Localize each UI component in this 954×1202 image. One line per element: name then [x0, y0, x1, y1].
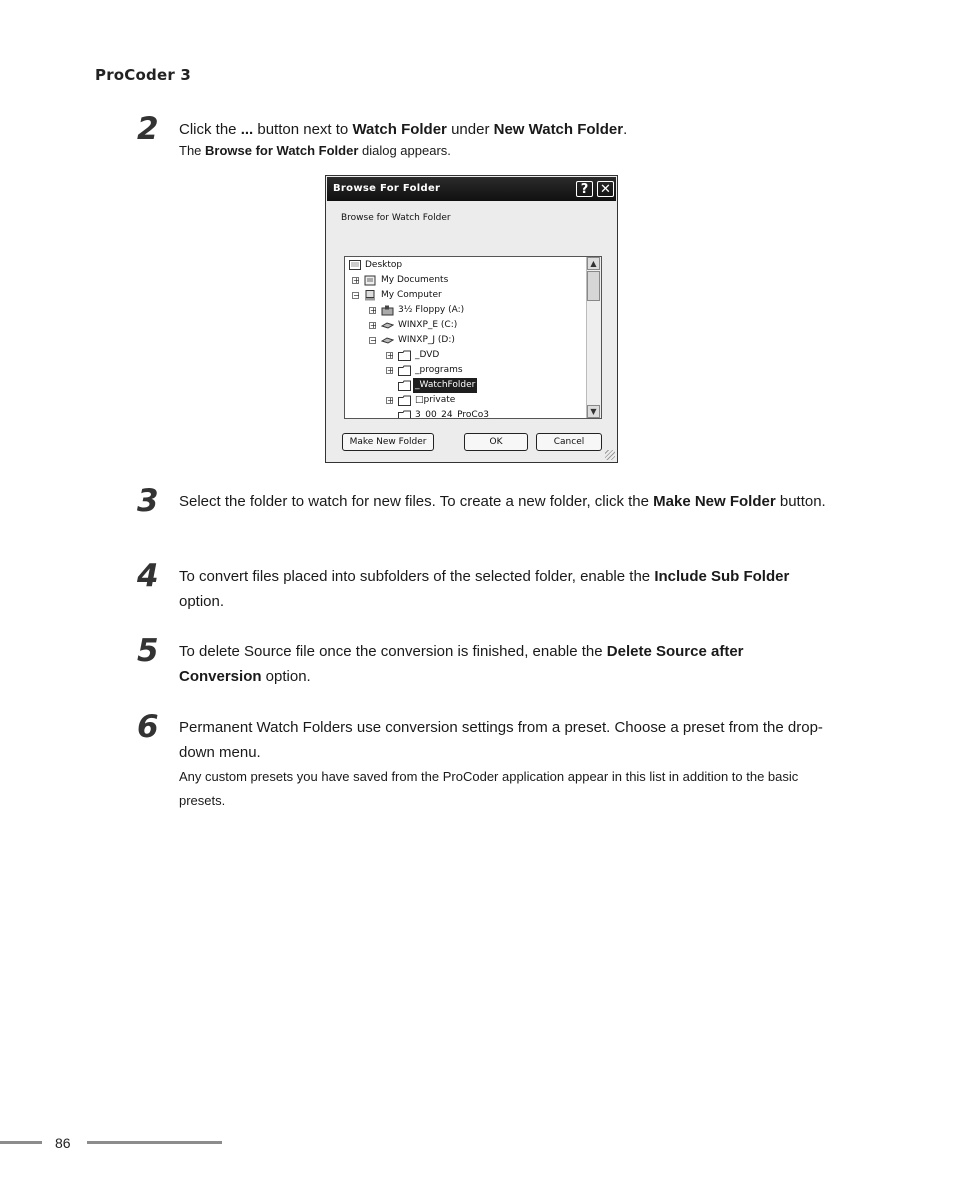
tree-item-my-documents[interactable]	[347, 273, 583, 288]
tree-label: Desktop	[365, 260, 403, 270]
step-2-t1: Click the	[179, 121, 241, 138]
hard-drive-icon	[381, 320, 394, 331]
step-number-2: 2	[137, 111, 159, 147]
step-5-text	[179, 639, 829, 689]
folder-icon	[398, 395, 411, 406]
step-2-b3: New Watch Folder	[493, 121, 624, 138]
desktop-icon	[349, 260, 362, 271]
help-button[interactable]: ?	[576, 181, 593, 197]
step-2-b1: ...	[240, 121, 254, 138]
tree-label: My Computer	[381, 290, 442, 300]
tree-item-my-computer[interactable]	[347, 288, 583, 303]
step-3-b1: Make New Folder	[653, 493, 776, 510]
expand-icon[interactable]: +	[370, 321, 377, 330]
step-2-b2: Watch Folder	[352, 121, 447, 138]
expand-icon[interactable]: +	[387, 396, 394, 405]
step-4-text	[179, 564, 829, 614]
ok-button[interactable]: OK	[464, 433, 528, 451]
folder-icon	[398, 410, 411, 419]
step-2-t4: .	[623, 121, 628, 138]
dialog-titlebar[interactable]	[327, 177, 616, 201]
tree-item-floppy[interactable]	[364, 303, 583, 318]
cancel-button[interactable]: Cancel	[536, 433, 602, 451]
step-5-t1: To delete Source file once the conversion is finished, enable the	[179, 643, 607, 660]
expand-icon[interactable]: +	[387, 366, 394, 375]
step-5-b1: Delete Source after Conversion	[179, 643, 744, 685]
resize-grip-icon[interactable]	[605, 450, 615, 460]
open-folder-icon	[398, 380, 411, 391]
step-number-4: 4	[137, 558, 159, 594]
vertical-scrollbar[interactable]	[586, 257, 601, 418]
expand-icon[interactable]: +	[370, 306, 377, 315]
tree-item-drive-c[interactable]	[364, 318, 583, 333]
step-4-t2: option.	[179, 593, 225, 610]
dialog-label: Browse for Watch Folder	[341, 213, 451, 223]
close-button[interactable]: ✕	[597, 181, 614, 197]
computer-icon	[364, 290, 377, 301]
step-4-t1: To convert files placed into subfolders of the selected folder, enable the	[179, 568, 655, 585]
collapse-icon[interactable]: −	[353, 291, 360, 300]
scroll-thumb[interactable]	[587, 271, 600, 301]
tree-label: WINXP_J (D:)	[398, 335, 455, 345]
footer-rule-right	[87, 1141, 222, 1144]
tree-label: My Documents	[381, 275, 449, 285]
folder-icon	[398, 365, 411, 376]
tree-item-private[interactable]	[381, 393, 583, 408]
step-3-t2: button.	[775, 493, 826, 510]
tree-label: 3½ Floppy (A:)	[398, 305, 465, 315]
step-3-t1: Select the folder to watch for new files. To create a new folder, click the	[179, 493, 654, 510]
tree-label: □private	[415, 395, 456, 405]
footer-rule-left	[0, 1141, 42, 1144]
step-2-sub-t1: The	[179, 143, 206, 158]
step-2-t2: button next to	[253, 121, 353, 138]
tree-item-procoder[interactable]	[381, 408, 583, 419]
tree-item-desktop[interactable]	[347, 258, 583, 273]
make-new-folder-button[interactable]: Make New Folder	[342, 433, 434, 451]
documents-folder-icon	[364, 275, 377, 286]
step-2-sub-b1: Browse for Watch Folder	[205, 143, 359, 158]
page-number: 86	[55, 1135, 71, 1151]
step-2-text	[179, 117, 829, 163]
step-3-text	[179, 489, 829, 514]
step-2-sub-t2: dialog appears.	[358, 143, 451, 158]
folder-tree[interactable]	[344, 256, 602, 419]
floppy-drive-icon	[381, 305, 394, 316]
step-number-6: 6	[137, 709, 159, 745]
expand-icon[interactable]: +	[387, 351, 394, 360]
step-5-t2: option.	[261, 668, 311, 685]
tree-label-selected: _WatchFolder	[413, 378, 477, 393]
tree-item-programs[interactable]	[381, 363, 583, 378]
expand-icon[interactable]: +	[353, 276, 360, 285]
step-2-t3: under	[446, 121, 494, 138]
tree-label: _DVD	[415, 350, 440, 360]
step-4-b1: Include Sub Folder	[654, 568, 790, 585]
step-6-sub: Any custom presets you have saved from the ProCoder application appear in this list in addition to the basic presets.	[179, 769, 799, 808]
tree-item-drive-d[interactable]	[364, 333, 583, 348]
step-6-t1: Permanent Watch Folders use conversion settings from a preset. Choose a preset from the drop-down menu.	[179, 719, 823, 761]
step-number-3: 3	[137, 483, 159, 519]
tree-label: WINXP_E (C:)	[398, 320, 458, 330]
hard-drive-icon	[381, 335, 394, 346]
tree-item-dvd[interactable]	[381, 348, 583, 363]
collapse-icon[interactable]: −	[370, 336, 377, 345]
tree-label: 3_00_24_ProCo3	[415, 410, 489, 419]
step-number-5: 5	[137, 633, 159, 669]
dialog-title: Browse For Folder	[333, 183, 441, 194]
step-6-text	[179, 715, 829, 813]
tree-item-watchfolder[interactable]	[381, 378, 583, 393]
step-2-sub	[179, 139, 829, 163]
folder-icon	[398, 350, 411, 361]
header-title: ProCoder 3	[95, 66, 191, 84]
tree-label: _programs	[415, 365, 463, 375]
scroll-down-button[interactable]: ▼	[587, 405, 600, 418]
browse-for-folder-dialog	[325, 175, 618, 463]
scroll-up-button[interactable]: ▲	[587, 257, 600, 270]
